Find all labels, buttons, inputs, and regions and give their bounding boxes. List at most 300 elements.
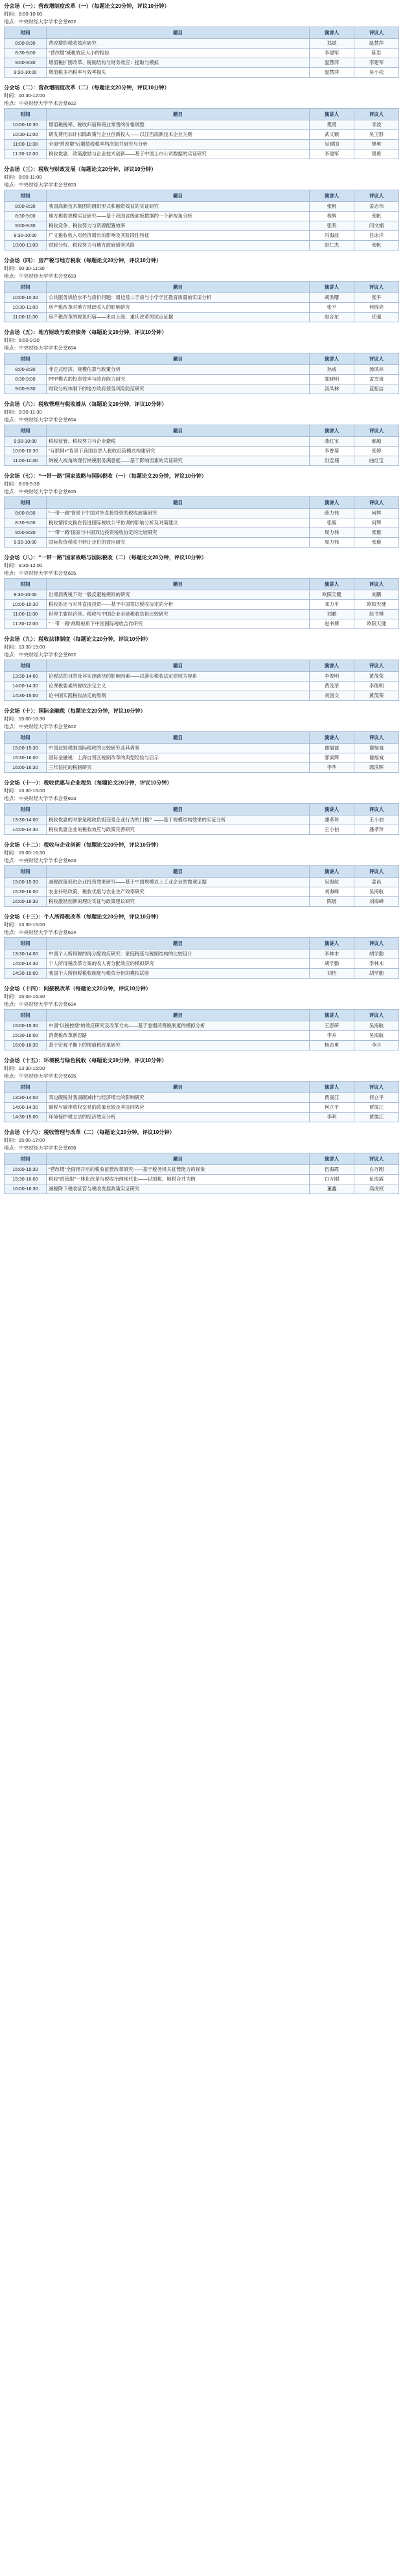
session-place: 地点：中央财经大学学术会堂605 (4, 489, 76, 494)
cell-time: 11:00-11:30 (5, 610, 47, 619)
session-block (4, 985, 399, 1050)
cell-discussant: 何辉 (354, 509, 399, 518)
column-header: 题目 (47, 1153, 310, 1165)
column-header: 题目 (47, 425, 310, 437)
cell-topic: 出境消费税下对一般反避税规则的研究 (47, 590, 310, 600)
session-place: 地点：中央财经大学学术会堂602 (4, 724, 76, 729)
cell-topic: 房产税改革的税负归宿——来自上海、重庆改革的试点证据 (47, 313, 310, 322)
session-time: 时间：8:00-9:30 (4, 481, 40, 487)
session-place: 地点：中央财经大学学术会堂604 (4, 417, 76, 423)
cell-discussant: 吴海航 (354, 1021, 399, 1031)
table-row (5, 1175, 399, 1184)
session-table (4, 190, 399, 250)
table-row (5, 1021, 399, 1031)
cell-topic: 双边碳税对我国碳减排与经济增长的影响研究 (47, 1093, 310, 1103)
table-row (5, 1165, 399, 1175)
column-header: 演讲人 (310, 938, 354, 949)
session-block (4, 472, 399, 548)
cell-discussant: 李升 (354, 1041, 399, 1050)
cell-time: 9:30-10:00 (5, 538, 47, 548)
cell-discussant: 郭滨辉 (354, 763, 399, 773)
session-title: 分会场（六）：税收管理与税收遵从（每题论文20分钟，评议10分钟） (4, 401, 167, 407)
cell-topic: 营改增的税收效应研究 (47, 39, 310, 49)
cell-speaker: 李华 (310, 763, 354, 773)
table-row (5, 130, 399, 140)
cell-topic: 地方税收规模实证研究——基于我国省级面板数据的一个新视角分析 (47, 212, 310, 221)
table-row (5, 1113, 399, 1122)
cell-discussant: 吴卫群 (354, 130, 399, 140)
table-row (5, 49, 399, 58)
cell-speaker: 赵合东 (310, 313, 354, 322)
cell-speaker: 吴海航 (310, 878, 354, 887)
cell-speaker: 张平 (310, 303, 354, 313)
session-block (4, 1129, 399, 1194)
cell-time: 9:00-9:30 (5, 58, 47, 68)
cell-discussant: 高虎权 (354, 1184, 399, 1194)
column-header: 时间 (5, 732, 47, 744)
cell-time: 8:00-8:30 (5, 365, 47, 375)
cell-topic: 论中国实践税收法定的原则 (47, 691, 310, 701)
table-row (5, 150, 399, 159)
column-header: 题目 (47, 732, 310, 744)
session-time: 时间：9:30-12:00 (4, 562, 43, 568)
cell-topic: 中国比较税制国际税收的比较研究及其借鉴 (47, 744, 310, 753)
cell-topic: PPP模式的投资效率与政府能力研究 (47, 375, 310, 384)
cell-speaker: 杨志勇 (310, 1041, 354, 1050)
cell-topic: 增值税扩围改革、税制结构与财务效应：提取与模拟 (47, 58, 310, 68)
table-row (5, 384, 399, 394)
table-row (5, 897, 399, 907)
cell-speaker: 白万刚 (310, 1175, 354, 1184)
table-row (5, 120, 399, 130)
column-header: 时间 (5, 282, 47, 293)
cell-time: 8:30-9:00 (5, 375, 47, 384)
table-row (5, 763, 399, 773)
cell-discussant: 蓝相洁 (354, 384, 399, 394)
column-header: 演讲人 (310, 353, 354, 365)
cell-topic: 非正式经济、规模估算与政策分析 (47, 365, 310, 375)
column-header: 评议人 (354, 497, 399, 509)
table-row (5, 878, 399, 887)
table-row (5, 949, 399, 959)
cell-speaker: 胡洪曙 (310, 293, 354, 303)
table-row (5, 682, 399, 691)
table-row (5, 39, 399, 49)
session-title: 分会场（十六）：税收管理与改革（二）（每题论文20分钟，评议10分钟） (4, 1129, 175, 1135)
session-title: 分会场（九）：税收法律制度（每题论文20分钟，评议10分钟） (4, 636, 151, 642)
cell-time: 8:30-9:00 (5, 49, 47, 58)
cell-time: 10:00-10:30 (5, 447, 47, 456)
cell-speaker: 温慧萍 (310, 58, 354, 68)
cell-discussant: 胡学勤 (354, 969, 399, 979)
column-header: 演讲人 (310, 866, 354, 878)
session-time: 时间：13:30-15:00 (4, 1065, 45, 1071)
cell-speaker: 黄茂荣 (310, 682, 354, 691)
column-header: 时间 (5, 353, 47, 365)
session-place: 地点：中央财经大学学术会堂604 (4, 345, 76, 351)
table-row (5, 619, 399, 629)
table-header-row (5, 804, 399, 816)
cell-topic: 房产税改革对地方财政收入的影响研究 (47, 303, 310, 313)
column-header: 题目 (47, 579, 310, 590)
table-row (5, 212, 399, 221)
cell-topic: 我国高新技术集团的组织形式和融资效益的实证研究 (47, 202, 310, 212)
cell-discussant: 汤凤林 (354, 365, 399, 375)
session-title: 分会场（十二）：税收与企业创新（每题论文20分钟，评议10分钟） (4, 842, 162, 848)
cell-time: 11:00-11:30 (5, 140, 47, 150)
cell-topic: 税收优惠、政策激励与企业技术创新——基于中国上市公司数据的实证研究 (47, 150, 310, 159)
table-row (5, 969, 399, 979)
cell-topic: 税收协定与对外直接投资——基于中国签订税收协定的分析 (47, 600, 310, 610)
cell-speaker: 洪连埔 (310, 456, 354, 466)
cell-speaker: 赵书博 (310, 619, 354, 629)
table-row (5, 447, 399, 456)
cell-discussant: 张婷 (354, 447, 399, 456)
session-time: 时间：9:30-11:30 (4, 409, 42, 415)
cell-time: 16:00-16:30 (5, 1184, 47, 1194)
column-header: 题目 (47, 109, 310, 120)
table-row (5, 58, 399, 68)
cell-topic: 三代信托的税制研究 (47, 763, 310, 773)
table-header-row (5, 190, 399, 202)
cell-speaker: 李建军 (310, 150, 354, 159)
table-row (5, 313, 399, 322)
column-header: 时间 (5, 190, 47, 202)
cell-time: 15:00-15:30 (5, 1165, 47, 1175)
cell-discussant: 谢福诚 (354, 744, 399, 753)
session-block (4, 257, 399, 322)
column-header: 评议人 (354, 282, 399, 293)
table-row (5, 365, 399, 375)
column-header: 题目 (47, 866, 310, 878)
cell-time: 15:00-15:30 (5, 878, 47, 887)
column-header: 题目 (47, 804, 310, 816)
table-row (5, 509, 399, 518)
cell-speaker: 温慧萍 (310, 68, 354, 78)
column-header: 时间 (5, 109, 47, 120)
cell-topic: 减税政策促进企业投资效果研究——基于中国规模以上工业企业的微观证据 (47, 878, 310, 887)
table-row (5, 538, 399, 548)
cell-discussant: 闫文娟 (354, 221, 399, 231)
cell-discussant: 胡学勤 (354, 949, 399, 959)
cell-time: 9:30-10:00 (5, 590, 47, 600)
cell-topic: 碳税与碳排放权交易的政策比较及其协同效应 (47, 1103, 310, 1113)
cell-time: 11:30-12:00 (5, 619, 47, 629)
table-row (5, 600, 399, 610)
cell-discussant: 孟雪琦 (354, 375, 399, 384)
column-header: 题目 (47, 190, 310, 202)
table-header-row (5, 1082, 399, 1093)
cell-time: 13:30-14:00 (5, 816, 47, 825)
session-place: 地点：中央财经大学学术会堂603 (4, 858, 76, 863)
table-header-row (5, 27, 399, 39)
session-block (4, 554, 399, 629)
cell-speaker: 李升 (310, 1031, 354, 1041)
table-row (5, 959, 399, 969)
cell-topic: 广义税收收入对经济增长的影响及其阶段性特征 (47, 231, 310, 241)
cell-speaker: 曲红宝 (310, 437, 354, 447)
cell-topic: 论税法的目的及其实现路径的影响因素——以落实税收法定原则为视角 (47, 672, 310, 682)
cell-time: 14:00-14:30 (5, 959, 47, 969)
column-header: 时间 (5, 938, 47, 949)
cell-time: 15:30-16:00 (5, 1031, 47, 1041)
session-block (4, 401, 399, 466)
session-time: 时间：15:00-16:30 (4, 850, 45, 856)
cell-topic: 农业补贴政策、税收优惠与农业生产效率研究 (47, 887, 310, 897)
cell-time: 9:30-10:00 (5, 68, 47, 78)
table-row (5, 887, 399, 897)
column-header: 时间 (5, 425, 47, 437)
cell-time: 9:30-10:00 (5, 437, 47, 447)
cell-topic: 中国“以税控烟”的效应研究及改革方向——基于卷烟消费税制度的模拟分析 (47, 1021, 310, 1031)
column-header: 题目 (47, 353, 310, 365)
table-header-row (5, 1010, 399, 1021)
column-header: 演讲人 (310, 190, 354, 202)
column-header: 演讲人 (310, 1153, 354, 1165)
session-block (4, 779, 399, 835)
cell-discussant: 欧阳天健 (354, 619, 399, 629)
table-header-row (5, 109, 399, 120)
column-header: 题目 (47, 938, 310, 949)
session-title: 分会场（七）：“一带一路”国家战略与国际税收（一）（每题论文20分钟，评议10分钟） (4, 473, 207, 479)
cell-speaker: 谢福诚 (310, 744, 354, 753)
cell-discussant: 张帆 (354, 241, 399, 250)
cell-topic: “营改增”全面推开后的税收征管改革研究——基于税务机关征管能力的视角 (47, 1165, 310, 1175)
cell-speaker: 郭滨辉 (310, 753, 354, 763)
session-title: 分会场（十四）：间接税改革（每题论文20分钟，评议10分钟） (4, 986, 151, 992)
cell-discussant: 贾晟江 (354, 1103, 399, 1113)
cell-discussant: 黄茂荣 (354, 672, 399, 682)
cell-topic: 消费税改革新思路 (47, 1031, 310, 1041)
cell-time: 11:00-11:30 (5, 313, 47, 322)
cell-discussant: 刘鹏 (354, 590, 399, 600)
table-row (5, 375, 399, 384)
table-row (5, 744, 399, 753)
cell-topic: 环境保护税立法的经济效应分析 (47, 1113, 310, 1122)
table-header-row (5, 866, 399, 878)
session-place: 地点：中央财经大学学术会堂603 (4, 795, 76, 801)
cell-speaker: 胡学勤 (310, 959, 354, 969)
cell-time: 14:00-14:30 (5, 825, 47, 835)
column-header: 演讲人 (310, 660, 354, 672)
session-place: 地点：中央财经大学学术会堂602 (4, 100, 76, 106)
cell-time: 14:30-15:00 (5, 691, 47, 701)
column-header: 时间 (5, 1153, 47, 1165)
cell-discussant: 温慧萍 (354, 39, 399, 49)
cell-time: 16:00-16:30 (5, 1041, 47, 1050)
session-block (4, 166, 399, 250)
cell-discussant: 谢福诚 (354, 753, 399, 763)
session-title: 分会场（五）：地方财政与政府债务（每题论文20分钟，评议10分钟） (4, 329, 167, 335)
cell-discussant: 姜昌 (354, 878, 399, 887)
cell-discussant: 张璇 (354, 528, 399, 538)
session-title: 分会场（三）：税收与财政发展（每题论文20分钟，评议10分钟） (4, 166, 157, 172)
cell-topic: 个人所得税改革方案的收入再分配效应的模拟研究 (47, 959, 310, 969)
cell-speaker: 周力伟 (310, 528, 354, 538)
session-time: 时间：13:30-15:00 (4, 644, 45, 650)
session-block (4, 841, 399, 907)
session-table (4, 1081, 399, 1122)
cell-time: 10:00-10:30 (5, 293, 47, 303)
session-title: 分会场（十三）：个人所得税改革（每题论文20分钟，评议10分钟） (4, 914, 162, 920)
column-header: 时间 (5, 1082, 47, 1093)
cell-discussant: 伍海霞 (354, 1175, 399, 1184)
table-row (5, 140, 399, 150)
session-time: 时间：8:00-9:30 (4, 337, 40, 343)
session-title: 分会场（十一）：税收优惠与企业税负（每题论文20分钟，评议10分钟） (4, 780, 172, 786)
cell-topic: 税收优惠企业的税收效应与政策完善研究 (47, 825, 310, 835)
cell-speaker: 王小伯 (310, 825, 354, 835)
cell-speaker: 王思研 (310, 1021, 354, 1031)
cell-time: 8:00-8:30 (5, 39, 47, 49)
table-row (5, 825, 399, 835)
column-header: 时间 (5, 804, 47, 816)
table-header-row (5, 425, 399, 437)
column-header: 演讲人 (310, 1082, 354, 1093)
table-row (5, 303, 399, 313)
cell-speaker: 李俊明 (310, 672, 354, 682)
cell-speaker: 程辉 (310, 212, 354, 221)
cell-speaker: 贾晟江 (310, 1093, 354, 1103)
column-header: 题目 (47, 1082, 310, 1093)
cell-topic: 国际投资税收中转让定价的效应研究 (47, 538, 310, 548)
session-title: 分会场（一）：营改增制度改革（一）（每题论文20分钟，评议10分钟） (4, 3, 170, 9)
session-block (4, 1057, 399, 1122)
session-time: 时间：13:30-15:00 (4, 788, 45, 794)
cell-time: 9:00-9:30 (5, 528, 47, 538)
column-header: 演讲人 (310, 497, 354, 509)
table-row (5, 1031, 399, 1041)
session-time: 时间：8:00-10:00 (4, 11, 43, 17)
cell-speaker: 吴建国 (310, 140, 354, 150)
session-table (4, 1153, 399, 1194)
session-block (4, 707, 399, 773)
session-title: 分会场（十五）：环境税与绿色税收（每题论文20分钟，评议10分钟） (4, 1058, 167, 1063)
column-header: 评议人 (354, 866, 399, 878)
column-header: 演讲人 (310, 282, 354, 293)
cell-discussant: 吴小松 (354, 68, 399, 78)
column-header: 时间 (5, 27, 47, 39)
cell-speaker: 邓力平 (310, 600, 354, 610)
column-header: 题目 (47, 1010, 310, 1021)
cell-speaker: 何立平 (310, 1103, 354, 1113)
cell-speaker: 陈展 (310, 897, 354, 907)
session-table (4, 731, 399, 773)
session-table (4, 425, 399, 466)
column-header: 评议人 (354, 190, 399, 202)
session-time: 时间：15:00-16:30 (4, 994, 45, 999)
cell-discussant: 何立平 (354, 1093, 399, 1103)
cell-discussant: 吕冰洋 (354, 231, 399, 241)
session-block (4, 84, 399, 159)
cell-speaker: 董鑫 (310, 1184, 354, 1194)
table-row (5, 753, 399, 763)
column-header: 题目 (47, 282, 310, 293)
cell-speaker: 刘海峰 (310, 887, 354, 897)
cell-speaker: 潘孝珍 (310, 816, 354, 825)
column-header: 时间 (5, 1010, 47, 1021)
session-table (4, 27, 399, 78)
cell-time: 10:30-11:00 (5, 303, 47, 313)
table-row (5, 672, 399, 682)
session-place: 地点：中央财经大学学术会堂602 (4, 19, 76, 25)
column-header: 时间 (5, 866, 47, 878)
cell-discussant: 曲红宝 (354, 456, 399, 466)
cell-topic: “一带一路”国家与中国双边投资税收协定的比较研究 (47, 528, 310, 538)
cell-discussant: 吴海航 (354, 887, 399, 897)
cell-discussant: 欧阳天健 (354, 600, 399, 610)
cell-topic: 税收竞争、税收努力与资源配置效率 (47, 221, 310, 231)
cell-speaker: 樊勇 (310, 120, 354, 130)
column-header: 演讲人 (310, 579, 354, 590)
column-header: 演讲人 (310, 27, 354, 39)
column-header: 评议人 (354, 1082, 399, 1093)
cell-topic: 财政分权、税收努力与地方政府债务风险 (47, 241, 310, 250)
session-table (4, 353, 399, 394)
cell-topic: “营改增”减税效应大小的检验 (47, 49, 310, 58)
table-row (5, 456, 399, 466)
cell-speaker: 刘怡 (310, 969, 354, 979)
cell-topic: 增值税税率、税收归宿和商业零售的价格调整 (47, 120, 310, 130)
table-header-row (5, 353, 399, 365)
cell-topic: 税收情报交换在促进国际税收公平协调的影响分析及对策建议 (47, 518, 310, 528)
table-row (5, 437, 399, 447)
cell-discussant: 樊勇 (354, 140, 399, 150)
cell-time: 9:00-9:30 (5, 221, 47, 231)
cell-speaker: 刘剑文 (310, 691, 354, 701)
column-header: 评议人 (354, 109, 399, 120)
cell-discussant: 张帆 (354, 212, 399, 221)
column-header: 时间 (5, 497, 47, 509)
column-header: 演讲人 (310, 732, 354, 744)
column-header: 评议人 (354, 579, 399, 590)
table-row (5, 610, 399, 619)
cell-discussant: 樊勇 (354, 150, 399, 159)
cell-speaker: 欧阳天健 (310, 590, 354, 600)
table-header-row (5, 497, 399, 509)
cell-speaker: 刘鹏 (310, 610, 354, 619)
column-header: 评议人 (354, 1153, 399, 1165)
cell-speaker: 李香菊 (310, 447, 354, 456)
session-table (4, 281, 399, 322)
cell-time: 10:00-10:30 (5, 600, 47, 610)
cell-time: 10:30-11:00 (5, 130, 47, 140)
cell-discussant: 吴海航 (354, 1031, 399, 1041)
session-title: 分会场（四）：房产税与地方税收（每题论文20分钟，评议10分钟） (4, 258, 162, 263)
table-row (5, 241, 399, 250)
column-header: 评议人 (354, 660, 399, 672)
cell-speaker: 李林木 (310, 949, 354, 959)
cell-time: 8:30-9:00 (5, 212, 47, 221)
table-row (5, 528, 399, 538)
cell-time: 11:00-11:30 (5, 456, 47, 466)
cell-topic: 财政分权体制下的地方政府债务风险防范研究 (47, 384, 310, 394)
cell-discussant: 李波 (354, 120, 399, 130)
cell-discussant: 王小伯 (354, 816, 399, 825)
cell-discussant: 黄茂荣 (354, 691, 399, 701)
session-title: 分会场（二）：营改增制度改革（二）（每题论文20分钟，评议10分钟） (4, 85, 170, 91)
cell-topic: 纳税人视角的现行纳税服务满意度——基于影响因素的实证研究 (47, 456, 310, 466)
cell-time: 8:00-8:30 (5, 202, 47, 212)
cell-time: 10:00-10:30 (5, 120, 47, 130)
cell-topic: 税收优惠的对象是税收负担还是企业行为的门槛？——基于规模结构效果的实证分析 (47, 816, 310, 825)
cell-topic: 国际金融税：上海自贸区税制改革的典型经验与启示 (47, 753, 310, 763)
cell-speaker: 李建军 (310, 49, 354, 58)
cell-discussant: 姜志伟 (354, 202, 399, 212)
cell-topic: 全面“营改增”后增值税税率档次简并研究与分析 (47, 140, 310, 150)
session-place: 地点：中央财经大学学术会堂603 (4, 182, 76, 188)
table-row (5, 231, 399, 241)
